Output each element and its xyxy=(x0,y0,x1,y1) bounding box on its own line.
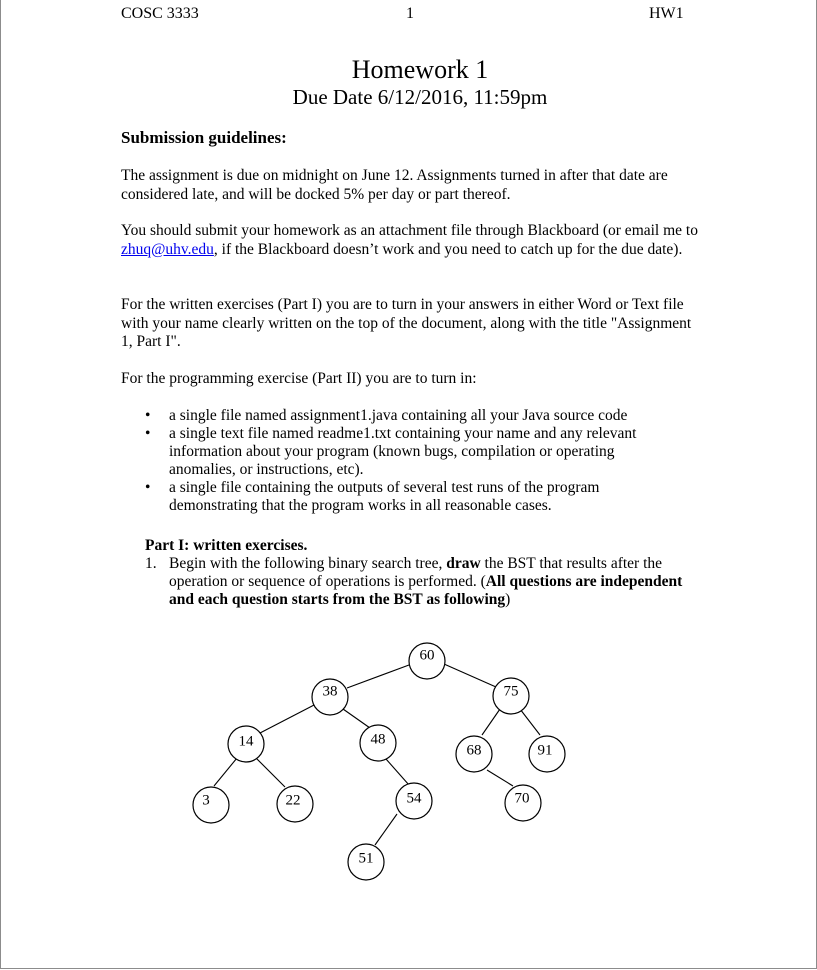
due-date: Due Date 6/12/2016, 11:59pm xyxy=(292,85,548,109)
tree-node xyxy=(360,725,396,761)
list-item-text: a single file named assignment1.java containing all your Java source code xyxy=(169,407,628,424)
list-item-text: a single file containing the outputs of several test runs of the program demonstrating that the program works in all reasonable cases. xyxy=(169,479,600,514)
part1-heading: Part I: written exercises. xyxy=(145,537,308,554)
tree-node xyxy=(529,736,565,772)
tree-node xyxy=(348,844,384,880)
tree-node xyxy=(505,785,541,821)
submit-text-before: You should submit your homework as an attachment file through Blackboard (or email me to xyxy=(121,222,698,239)
node-label: 54 xyxy=(406,790,422,807)
question-draw-emphasis: draw xyxy=(446,555,481,572)
bullet-icon: • xyxy=(145,425,151,442)
edge-60-75 xyxy=(444,664,496,687)
edge-75-91 xyxy=(520,709,540,735)
node-label: 38 xyxy=(322,683,338,700)
paragraph-written-exercises: For the written exercises (Part I) you are to turn in your answers in either Word or Text file with your name clearly written on the top of the document, along with the title "Assignment 1, Part I". xyxy=(121,296,692,350)
tree-nodes xyxy=(193,643,565,880)
tree-node xyxy=(396,783,432,819)
node-label: 70 xyxy=(514,790,530,807)
edge-60-38 xyxy=(347,665,409,688)
tree-node xyxy=(277,786,313,822)
document-title: Homework 1 xyxy=(351,55,489,84)
edge-14-3 xyxy=(214,758,237,786)
node-label: 14 xyxy=(238,733,254,750)
node-label: 51 xyxy=(358,850,374,867)
paragraph-deadline: The assignment is due on midnight on June 12. Assignments turned in after that date are considered late, and will be docked 5% per day or part thereof. xyxy=(121,167,668,203)
submit-text-after: , if the Blackboard doesn’t work and you need to catch up for the due date). xyxy=(213,240,683,258)
question-text-b: the BST that results after the operation or sequence of operations is performed. ( xyxy=(169,555,663,590)
question-text-a: Begin with the following binary search tree, xyxy=(169,555,447,572)
edge-54-51 xyxy=(375,814,397,845)
node-label: 3 xyxy=(202,792,210,809)
header-assignment: HW1 xyxy=(649,5,684,22)
node-label: 75 xyxy=(503,683,519,700)
bullet-icon: • xyxy=(145,479,151,496)
edge-68-70 xyxy=(487,770,513,786)
header-course: COSC 3333 xyxy=(121,5,199,22)
tree-node xyxy=(193,787,229,823)
tree-node xyxy=(312,679,348,715)
tree-node xyxy=(456,736,492,772)
question-text-c: ) xyxy=(505,591,511,608)
tree-node xyxy=(409,643,445,679)
tree-node xyxy=(493,678,529,714)
node-label: 91 xyxy=(537,742,553,759)
submission-heading: Submission guidelines: xyxy=(121,128,287,147)
node-label: 68 xyxy=(466,742,482,759)
node-label: 22 xyxy=(285,792,301,809)
list-item-text: a single text file named readme1.txt containing your name and any relevant information about your program (known bugs, compilation or operating anomalies, or instructions, etc). xyxy=(169,425,637,478)
node-label: 60 xyxy=(419,647,435,664)
question-bold-note: All questions are independent and each question starts from the BST as following xyxy=(169,573,683,608)
edge-75-68 xyxy=(482,709,500,735)
question-number: 1. xyxy=(145,555,157,572)
email-link[interactable]: zhuq@uhv.edu xyxy=(121,240,214,258)
bullet-icon: • xyxy=(145,407,151,424)
edge-38-48 xyxy=(343,709,370,728)
paragraph-programming-exercise: For the programming exercise (Part II) you are to turn in: xyxy=(121,370,477,387)
header-page-number: 1 xyxy=(406,5,414,22)
edge-48-54 xyxy=(386,759,409,785)
edge-38-14 xyxy=(260,704,316,733)
node-label: 48 xyxy=(370,731,386,748)
tree-node xyxy=(228,726,264,762)
edge-14-22 xyxy=(256,758,285,787)
